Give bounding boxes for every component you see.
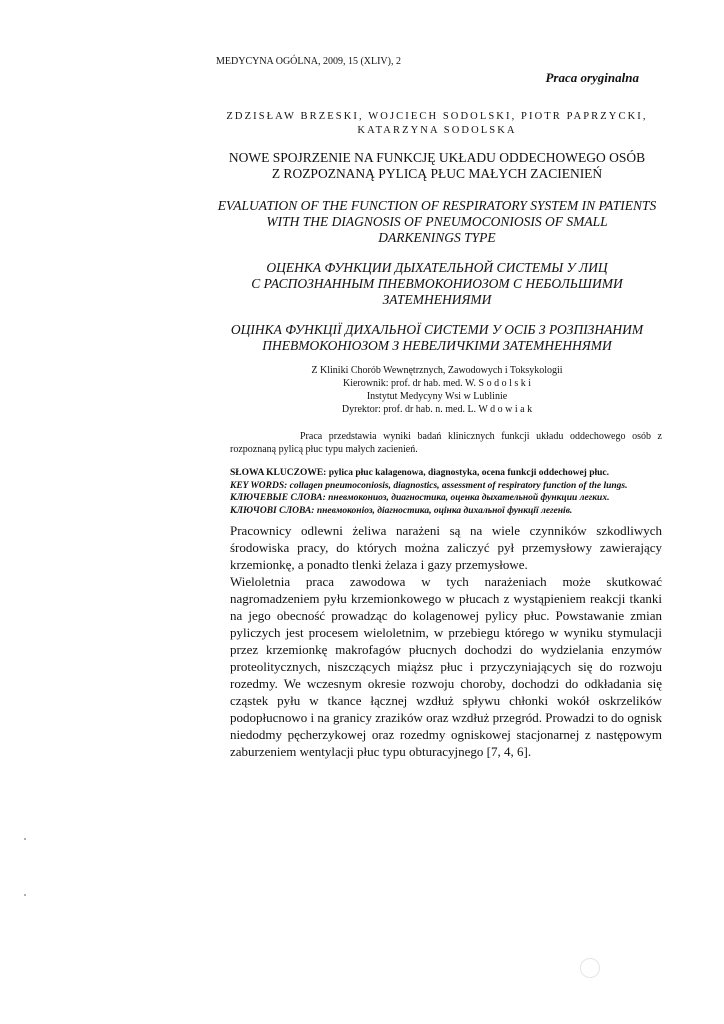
article-type: Praca oryginalna [545, 70, 639, 85]
title-ukrainian [200, 322, 674, 354]
title-line: ОЦЕНКА ФУНКЦИИ ДЫХАТЕЛЬНОЙ СИСТЕМЫ У ЛИЦ [266, 260, 608, 275]
title-russian [200, 260, 674, 308]
keywords-english: KEY WORDS: collagen pneumoconiosis, diagnostics, assessment of respiratory function of the lungs. [230, 480, 628, 491]
paragraph [230, 573, 662, 760]
watermark-icon [580, 958, 600, 978]
keywords [230, 467, 662, 517]
title-line: ОЦІНКА ФУНКЦІЇ ДИХАЛЬНОЇ СИСТЕМИ У ОСІБ З РОЗПІЗНАНИМ [230, 322, 644, 337]
title-line: WITH THE DIAGNOSIS OF PNEUMOCONIOSIS OF SMALL [266, 214, 608, 229]
paragraph-text: Wieloletnia praca zawodowa w tych narażeniach może skutkować nagromadzeniem pyłu krzemionkowego w płucach z wystąpieniem reakcji tkanki na jego obecność prowadząc do kolagenowej pylicy płuc. Powstawanie zmian pyliczych jest procesem wieloletnim, w przebiegu którego w wyniku stymulacji przez krzemionkę makrofagów płucnych dochodzi do wydzielania enzymów proteolitycznych, niszczących miąższ płuc i przyczyniających się do rozwoju rozedmy. We wczesnym okresie rozwoju choroby, dochodzi do odkładania się cząstek pyłu w tkance łącznej wzdłuż spływu chłonki wokół oskrzelików podopłucnowo i na granicy zrazików oraz wzdłuż przegród. Prowadzi to do ognisk niedodmy pęcherzykowej oraz rozedmy ogniskowej stacjonarnej z następowym zaburzeniem wentylacji płuc typu obturacyjnego [7, 4, 6]. [230, 574, 662, 759]
body-text [230, 522, 662, 760]
keywords-polish: SŁOWA KLUCZOWE: pylica płuc kalagenowa, diagnostyka, ocena funkcji oddechowej płuc. [230, 468, 609, 478]
authors [200, 110, 674, 138]
abstract: Praca przedstawia wyniki badań klinicznych funkcji układu oddechowego osób z rozpoznaną pylicą płuc typu małych zacienień. [230, 431, 662, 455]
title-line: DARKENINGS TYPE [378, 230, 496, 245]
title-english [200, 198, 674, 246]
authors-line: KATARZYNA SODOLSKA [357, 125, 517, 136]
title-line: ПНЕВМОКОНІОЗОМ З НЕВЕЛИЧКІМИ ЗАТЕМНЕННЯМИ [262, 338, 612, 353]
affiliation-line: Kierownik: prof. dr hab. med. W. S o d o l s k i [342, 378, 532, 389]
title-line: NOWE SPOJRZENIE NA FUNKCJĘ UKŁADU ODDECHOWEGO OSÓB [228, 150, 646, 165]
affiliation-line: Dyrektor: prof. dr hab. n. med. L. W d o w i a k [341, 404, 533, 415]
authors-line: ZDZISŁAW BRZESKI, WOJCIECH SODOLSKI, PIOTR PAPRZYCKI, [226, 111, 648, 122]
title-line: EVALUATION OF THE FUNCTION OF RESPIRATORY SYSTEM IN PATIENTS [217, 198, 657, 213]
paragraph-text: Pracownicy odlewni żeliwa narażeni są na wiele czynników szkodliwych środowiska pracy, do których można zaliczyć pył przemysłowy zawierający krzemionkę, a ponadto tlenki żelaza i gazy przemysłowe. [230, 523, 662, 572]
title-polish [200, 150, 674, 182]
title-line: Z ROZPOZNANĄ PYLICĄ PŁUC MAŁYCH ZACIENIEŃ [271, 166, 603, 181]
keywords-russian: КЛЮЧЕВЫЕ СЛОВА: пневмокониоз, диагностика, оценка дыхательной функции легких. [230, 493, 610, 504]
title-line: С РАСПОЗНАННЫМ ПНЕВМОКОНИОЗОМ С НЕБОЛЬШИМИ [251, 276, 623, 291]
affiliation-line: Z Kliniki Chorób Wewnętrznych, Zawodowych i Toksykologii [311, 365, 563, 376]
affiliation-line: Instytut Medycyny Wsi w Lublinie [366, 391, 508, 402]
margin-mark [24, 838, 26, 840]
paragraph [230, 522, 662, 573]
keywords-ukrainian: КЛЮЧОВІ СЛОВА: пневмоконіоз, діагностика, оцінка дихальної функції легенів. [230, 505, 573, 516]
margin-mark [24, 894, 26, 896]
journal-citation: MEDYCYNA OGÓLNA, 2009, 15 (XLIV), 2 [216, 56, 401, 67]
affiliation [220, 364, 654, 416]
title-line: ЗАТЕМНЕНИЯМИ [382, 292, 492, 307]
